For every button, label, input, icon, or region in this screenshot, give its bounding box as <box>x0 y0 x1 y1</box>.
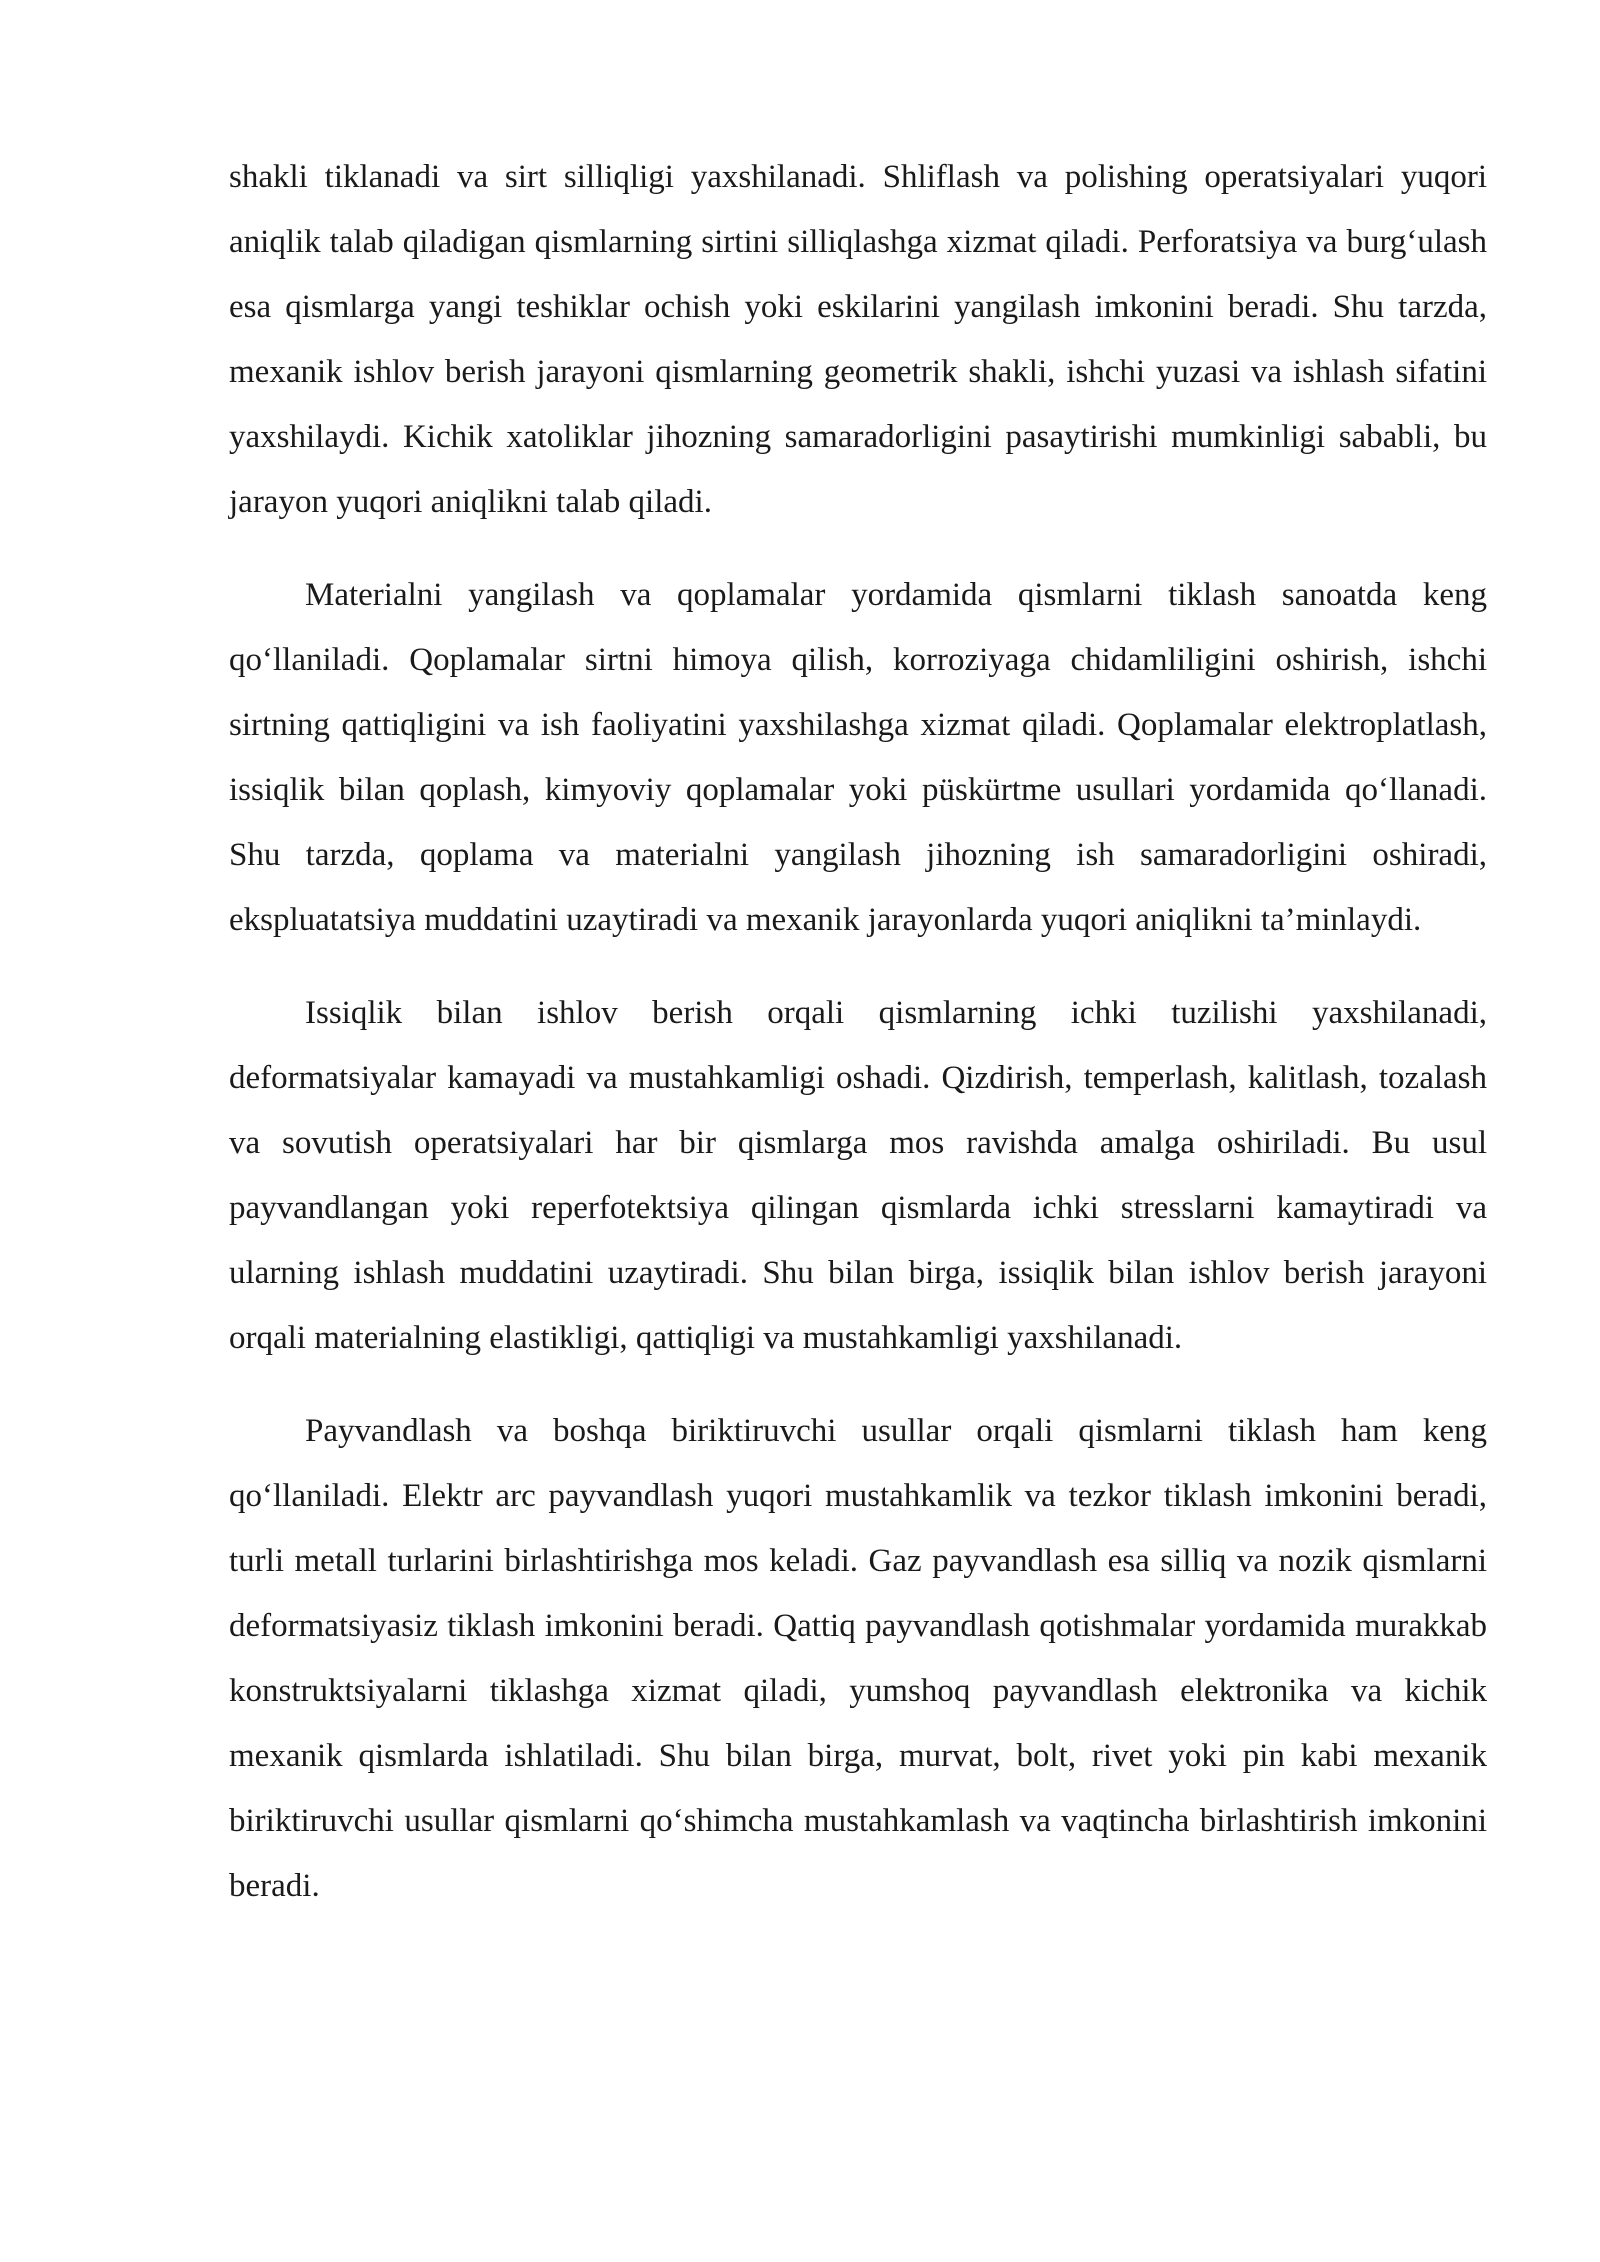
paragraph-continuation: shakli tiklanadi va sirt silliqligi yaxshilanadi. Shliflash va polishing operatsiyalari yuqori aniqlik talab qiladigan qismlarning sirtini silliqlashga xizmat qiladi. Perforatsiya va burg‘ulash esa qismlarga yangi teshiklar ochish yoki eskilarini yangilash imkonini beradi. Shu tarzda, mexanik ishlov berish jarayoni qismlarning geometrik shakli, ishchi yuzasi va ishlash sifatini yaxshilaydi. Kichik xatoliklar jihozning samaradorligini pasaytirishi mumkinligi sababli, bu jarayon yuqori aniqlikni talab qiladi. <box>229 159 1487 520</box>
paragraph-heat-treatment: Issiqlik bilan ishlov berish orqali qismlarning ichki tuzilishi yaxshilanadi, deformatsiyalar kamayadi va mustahkamligi oshadi. Qizdirish, temperlash, kalitlash, tozalash va sovutish operatsiyalari har bir qismlarga mos ravishda amalga oshiriladi. Bu usul payvandlangan yoki reperfotektsiya qilingan qismlarda ichki stresslarni kamaytiradi va ularning ishlash muddatini uzaytiradi. Shu bilan birga, issiqlik bilan ishlov berish jarayoni orqali materialning elastikligi, qattiqligi va mustahkamligi yaxshilanadi. <box>229 995 1487 1356</box>
document-body <box>229 145 1487 1947</box>
paragraph-material-renewal: Materialni yangilash va qoplamalar yordamida qismlarni tiklash sanoatda keng qo‘llaniladi. Qoplamalar sirtni himoya qilish, korroziyaga chidamliligini oshirish, ishchi sirtning qattiqligini va ish faoliyatini yaxshilashga xizmat qiladi. Qoplamalar elektroplatlash, issiqlik bilan qoplash, kimyoviy qoplamalar yoki püskürtme usullari yordamida qo‘llanadi. Shu tarzda, qoplama va materialni yangilash jihozning ish samaradorligini oshiradi, ekspluatatsiya muddatini uzaytiradi va mexanik jarayonlarda yuqori aniqlikni ta’minlaydi. <box>229 577 1487 938</box>
paragraph-welding: Payvandlash va boshqa biriktiruvchi usullar orqali qismlarni tiklash ham keng qo‘llaniladi. Elektr arc payvandlash yuqori mustahkamlik va tezkor tiklash imkonini beradi, turli metall turlarini birlashtirishga mos keladi. Gaz payvandlash esa silliq va nozik qismlarni deformatsiyasiz tiklash imkonini beradi. Qattiq payvandlash qotishmalar yordamida murakkab konstruktsiyalarni tiklashga xizmat qiladi, yumshoq payvandlash elektronika va kichik mexanik qismlarda ishlatiladi. Shu bilan birga, murvat, bolt, rivet yoki pin kabi mexanik biriktiruvchi usullar qismlarni qo‘shimcha mustahkamlash va vaqtincha birlashtirish imkonini beradi. <box>229 1413 1487 1904</box>
